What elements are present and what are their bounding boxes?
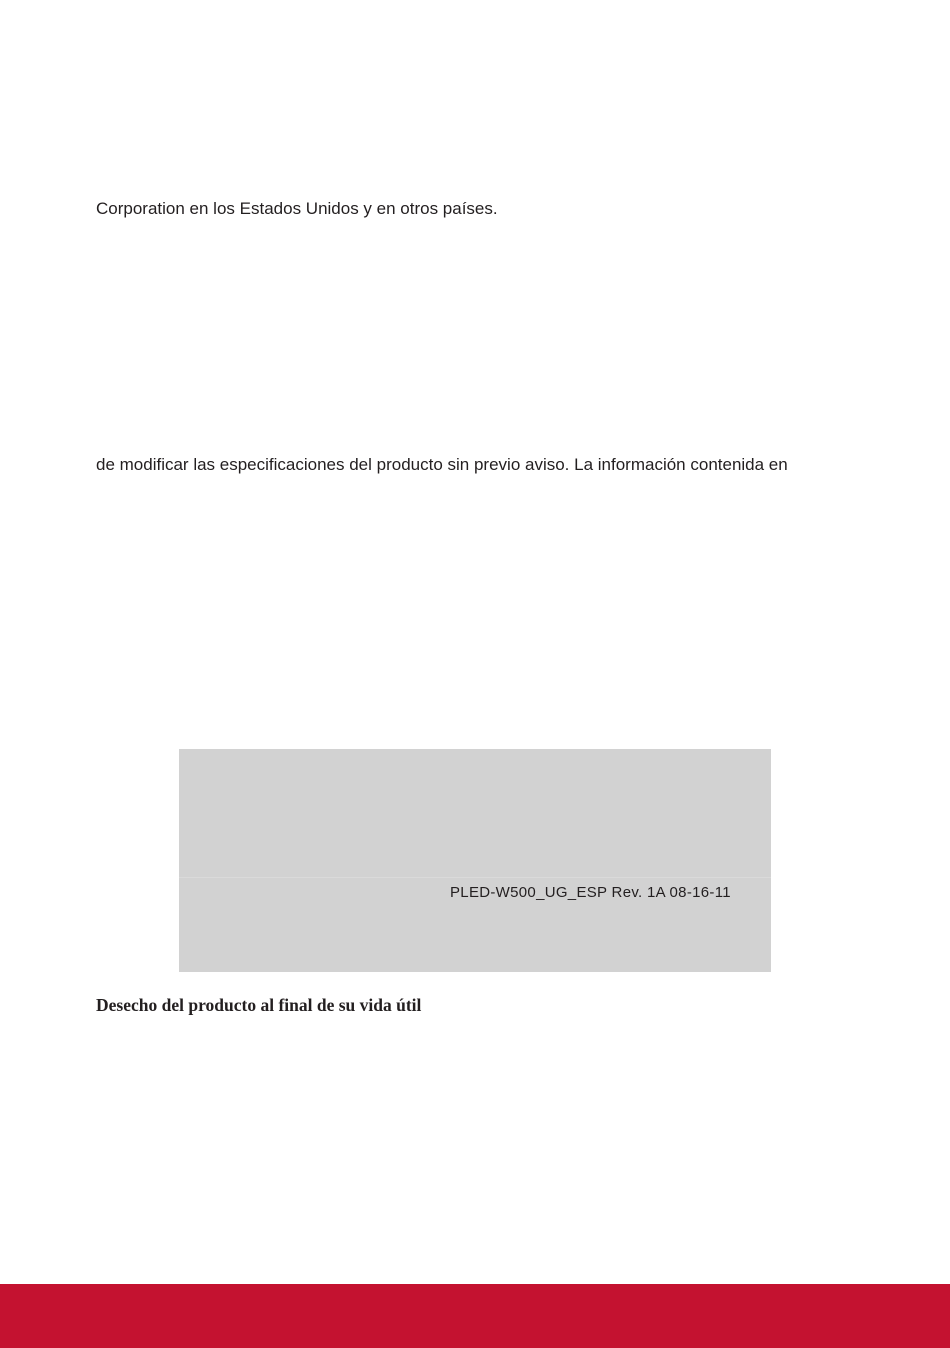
document-info-box bbox=[179, 749, 771, 972]
body-text-line-specifications: de modificar las especificaciones del producto sin previo aviso. La información contenida en bbox=[96, 455, 788, 474]
info-box-divider bbox=[179, 877, 771, 878]
section-heading-product-disposal: Desecho del producto al final de su vida útil bbox=[96, 995, 422, 1015]
body-text-line-trademark: Corporation en los Estados Unidos y en otros países. bbox=[96, 199, 498, 218]
document-code: PLED-W500_UG_ESP Rev. 1A 08-16-11 bbox=[450, 884, 731, 901]
footer-band bbox=[0, 1284, 950, 1348]
